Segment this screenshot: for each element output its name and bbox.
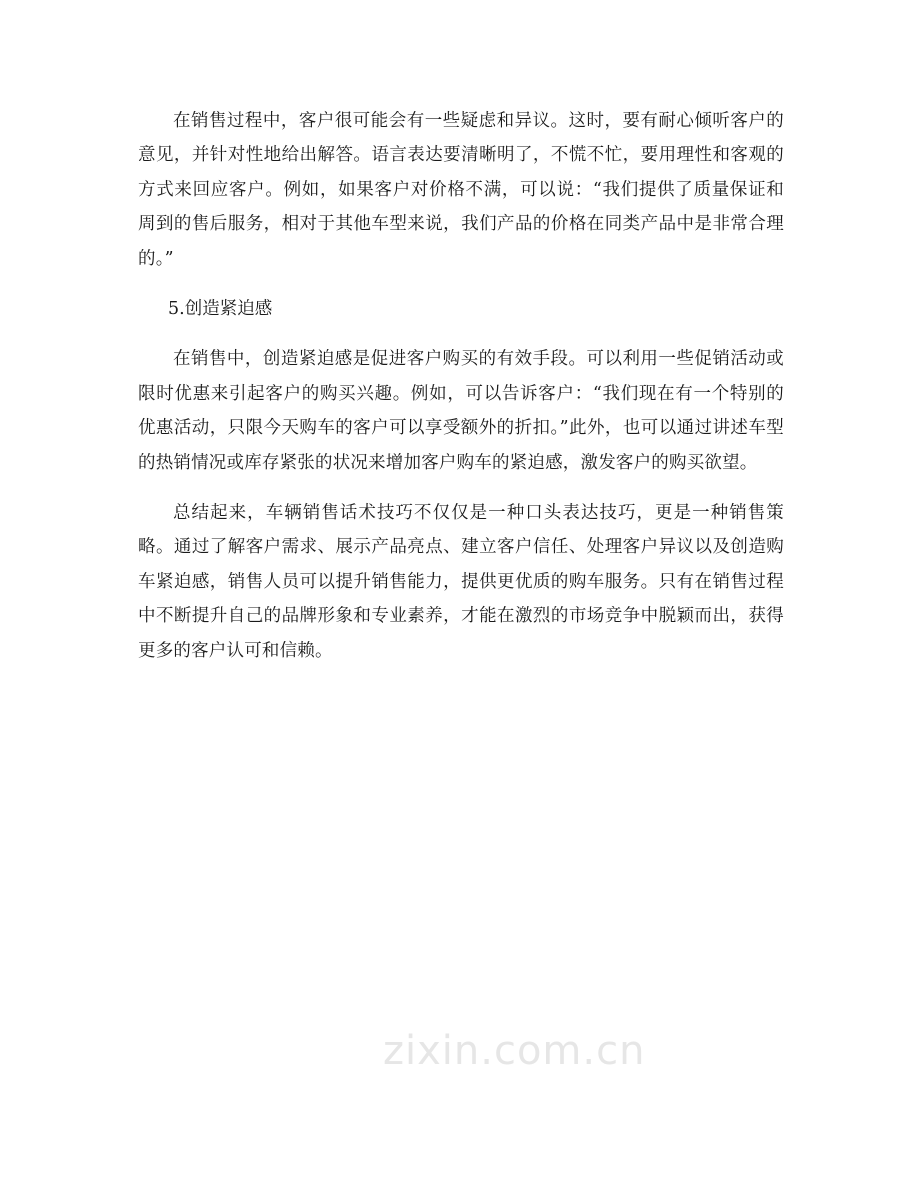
watermark: zixin.com.cn <box>383 1028 646 1074</box>
paragraph-summary: 总结起来，车辆销售话术技巧不仅仅是一种口头表达技巧，更是一种销售策略。通过了解客户需求、展示产品亮点、建立客户信任、处理客户异议以及创造购车紧迫感，销售人员可以提升销售能力，提供更优质的购车服务。只有在销售过程中不断提升自己的品牌形象和专业素养，才能在激烈的市场竞争中脱颖而出，获得更多的客户认可和信赖。 <box>138 503 784 661</box>
section-heading-urgency: 5.创造紧迫感 <box>168 299 273 320</box>
document-body <box>138 104 784 684</box>
paragraph-objection-handling: 在销售过程中，客户很可能会有一些疑虑和异议。这时，要有耐心倾听客户的意见，并针对性地给出解答。语言表达要清晰明了，不慌不忙，要用理性和客观的方式来回应客户。例如，如果客户对价格不满，可以说：“我们提供了质量保证和周到的售后服务，相对于其他车型来说，我们产品的价格在同类产品中是非常合理的。” <box>138 111 784 269</box>
paragraph-urgency: 在销售中，创造紧迫感是促进客户购买的有效手段。可以利用一些促销活动或限时优惠来引起客户的购买兴趣。例如，可以告诉客户：“我们现在有一个特别的优惠活动，只限今天购车的客户可以享受额外的折扣。”此外，也可以通过讲述车型的热销情况或库存紧张的状况来增加客户购车的紧迫感，激发客户的购买欲望。 <box>138 349 784 473</box>
